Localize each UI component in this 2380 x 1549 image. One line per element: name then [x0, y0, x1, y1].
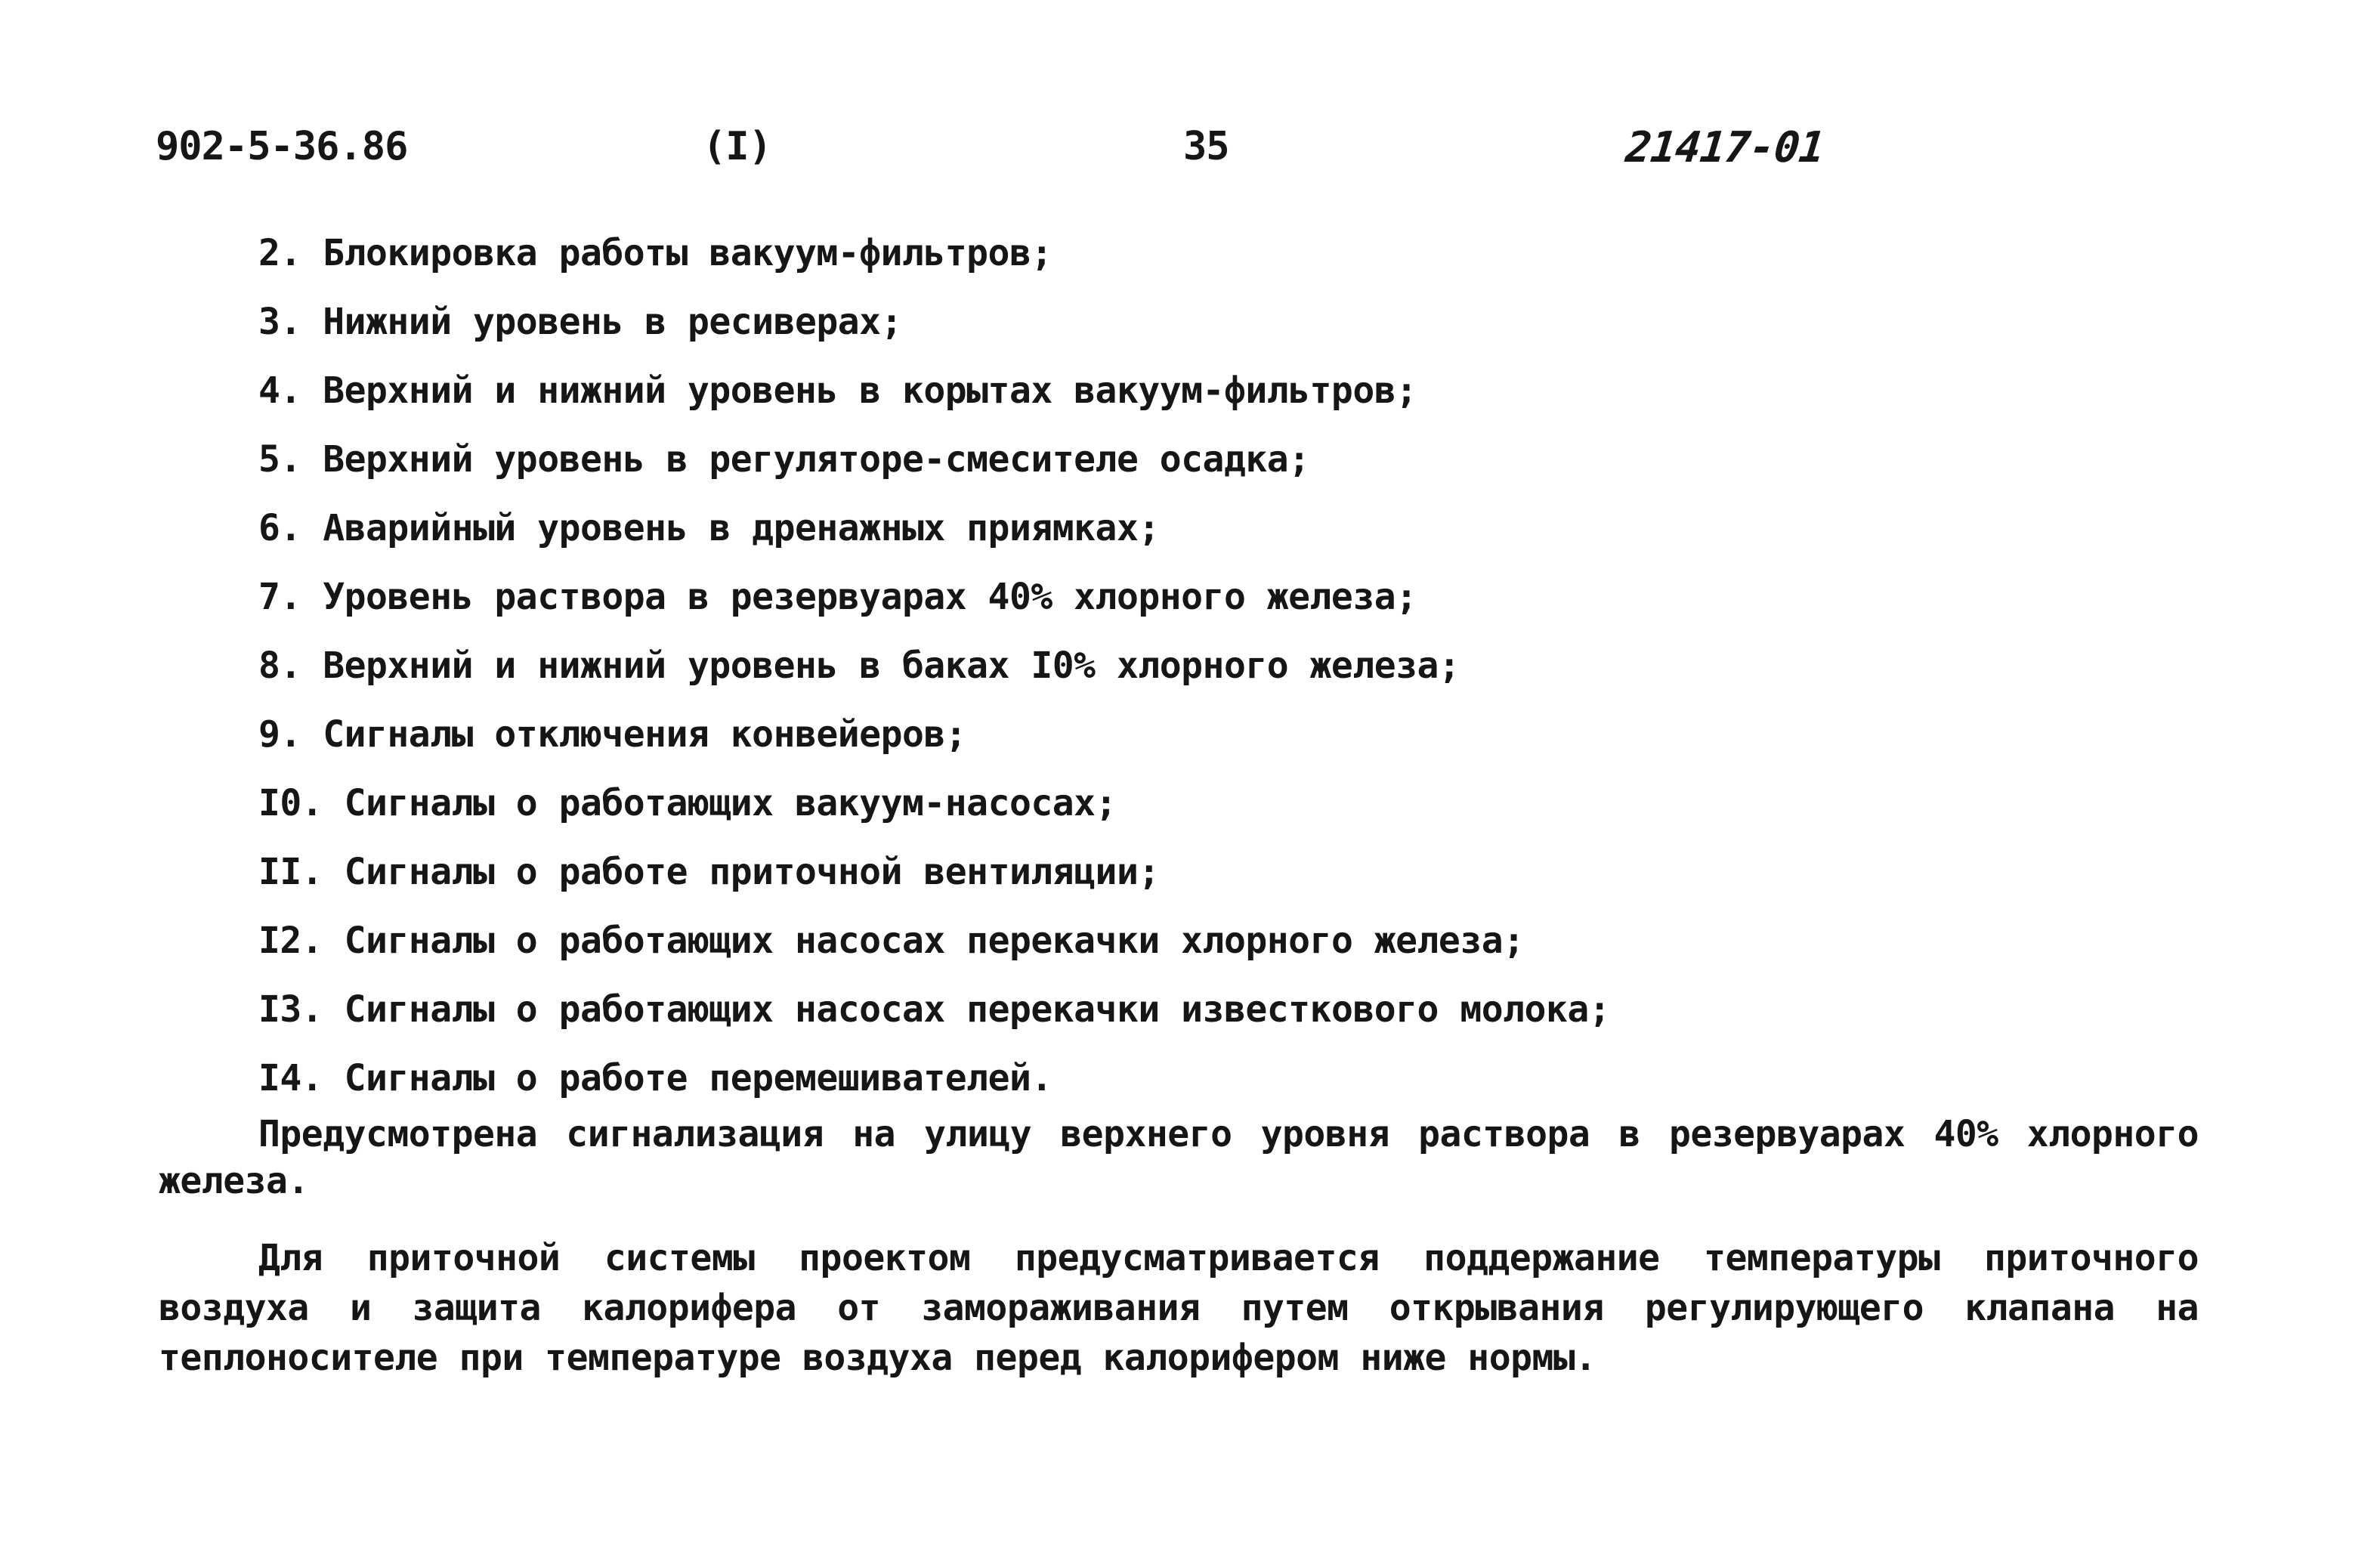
list-item	[258, 494, 1610, 563]
list-item-text: Нижний уровень в ресиверах;	[323, 301, 902, 343]
list-item-number: I0.	[258, 782, 323, 824]
list-item-text: Сигналы о работающих насосах перекачки известкового молока;	[344, 988, 1611, 1031]
list-item-number: 7.	[258, 576, 301, 618]
list-item-text: Верхний уровень в регуляторе-смесителе осадка;	[323, 438, 1310, 481]
document-code: 902-5-36.86	[156, 124, 408, 169]
list-item-text: Сигналы отключения конвейеров;	[323, 713, 967, 756]
list-item-number: I2.	[258, 920, 323, 962]
list-item-text: Сигналы о работающих вакуум-насосах;	[344, 782, 1117, 824]
paragraph-alarm: Предусмотрена сигнализация на улицу верхнего уровня раствора в резервуарах 40% хлорного железа.	[159, 1113, 2199, 1202]
list-item	[258, 425, 1610, 494]
list-item	[258, 357, 1610, 425]
list-item-text: Блокировка работы вакуум-фильтров;	[323, 232, 1052, 274]
list-item-text: Сигналы о работающих насосах перекачки хлорного железа;	[344, 920, 1525, 962]
list-item-number: 6.	[258, 507, 301, 549]
list-item-number: 9.	[258, 713, 301, 756]
list-item	[258, 975, 1610, 1044]
list-item	[258, 632, 1610, 700]
list-item-text: Уровень раствора в резервуарах 40% хлорного железа;	[323, 576, 1417, 618]
paragraph-supply-system: Для приточной системы проектом предусматривается поддержание температуры приточного воздуха и защита калорифера от замораживания путем открывания регулирующего клапана на теплоносителе при температуре воздуха перед калорифером ниже нормы.	[159, 1237, 2199, 1379]
list-item-number: 4.	[258, 369, 301, 412]
list-item	[258, 563, 1610, 632]
list-item-number: 8.	[258, 645, 301, 687]
page-number: 35	[1183, 124, 1229, 169]
list-item-number: 5.	[258, 438, 301, 481]
signal-list	[258, 219, 1610, 1113]
list-item-number: 3.	[258, 301, 301, 343]
list-item	[258, 838, 1610, 907]
part-number: (I)	[703, 124, 771, 169]
list-item-text: Сигналы о работе приточной вентиляции;	[344, 851, 1160, 893]
list-item	[258, 288, 1610, 357]
list-item-number: I3.	[258, 988, 323, 1031]
list-item-text: Аварийный уровень в дренажных приямках;	[323, 507, 1160, 549]
list-item	[258, 769, 1610, 838]
list-item	[258, 219, 1610, 288]
list-item-number: I4.	[258, 1057, 323, 1099]
list-item-text: Верхний и нижний уровень в баках I0% хлорного железа;	[323, 645, 1460, 687]
list-item-number: II.	[258, 851, 323, 893]
list-item-number: 2.	[258, 232, 301, 274]
list-item	[258, 700, 1610, 769]
list-item-text: Верхний и нижний уровень в корытах вакуум-фильтров;	[323, 369, 1417, 412]
list-item	[258, 1044, 1610, 1113]
list-item	[258, 907, 1610, 975]
list-item-text: Сигналы о работе перемешивателей.	[344, 1057, 1052, 1099]
inventory-number: 21417-01	[1623, 123, 1827, 172]
